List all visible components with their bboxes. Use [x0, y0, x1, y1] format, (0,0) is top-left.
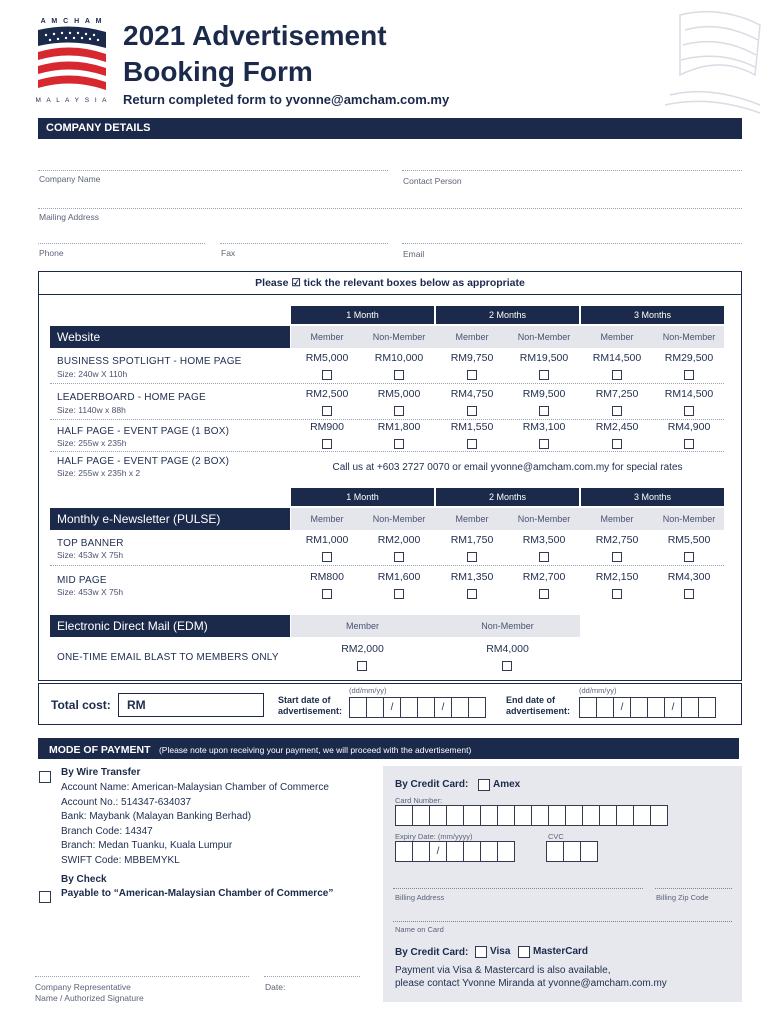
price-cell: RM4,750	[450, 388, 494, 400]
price-checkbox[interactable]	[467, 436, 477, 454]
price-cell: RM2,000	[377, 534, 421, 546]
price-cell: RM9,500	[522, 388, 566, 400]
price-cell: RM4,300	[667, 571, 711, 583]
price-cell: RM900	[310, 421, 344, 433]
edm-checkbox-nonmember[interactable]	[502, 658, 512, 676]
price-checkbox[interactable]	[467, 367, 477, 385]
row-size: Size: 240w X 110h	[57, 369, 128, 379]
company-name-label: Company Name	[39, 174, 101, 184]
card-digit-box[interactable]	[497, 805, 515, 826]
nl-member-col-2: Member	[455, 514, 489, 524]
price-cell: RM800	[310, 571, 344, 583]
signature-field[interactable]	[35, 976, 249, 977]
price-cell: RM7,250	[595, 388, 639, 400]
end-date-format: (dd/mm/yy)	[579, 686, 617, 695]
fax-field[interactable]	[220, 243, 388, 244]
price-cell: RM10,000	[374, 352, 424, 364]
start-date-line1: Start date of	[278, 695, 331, 705]
email-label: Email	[403, 249, 425, 259]
check-checkbox[interactable]	[39, 890, 51, 908]
wire-line: Branch Code: 14347	[61, 825, 153, 837]
price-checkbox[interactable]	[612, 403, 622, 421]
price-cell: RM2,150	[595, 571, 639, 583]
wire-details	[61, 781, 329, 868]
nonmember-col-1: Non-Member	[372, 332, 426, 342]
expiry-input[interactable]	[395, 841, 514, 862]
mailing-address-field[interactable]	[38, 208, 742, 209]
nl-period-header-1: 1 Month	[291, 488, 434, 506]
price-checkbox[interactable]	[684, 586, 694, 604]
amex-checkbox[interactable]	[478, 778, 490, 796]
nl-period-header-3: 3 Months	[581, 488, 724, 506]
nl-nonmember-col-1: Non-Member	[372, 514, 426, 524]
row-name: TOP BANNER	[57, 538, 124, 549]
card-digit-box[interactable]	[531, 805, 549, 826]
contact-person-field[interactable]	[402, 170, 742, 171]
nonmember-col-3: Non-Member	[662, 332, 716, 342]
website-title-text: Website	[57, 330, 101, 344]
name-on-card-field[interactable]	[393, 921, 732, 922]
total-cost-input[interactable]	[118, 693, 264, 717]
end-date-label	[506, 695, 570, 717]
row-name: HALF PAGE - EVENT PAGE (2 BOX)	[57, 456, 230, 467]
wire-line: Account No.: 514347-634037	[61, 796, 192, 808]
price-cell: RM14,500	[664, 388, 714, 400]
page-title-line2: Booking Form	[123, 56, 313, 87]
card-digit-box[interactable]	[633, 805, 651, 826]
billing-zip-field[interactable]	[655, 888, 732, 889]
card-digit-box[interactable]	[565, 805, 583, 826]
price-cell: RM5,000	[377, 388, 421, 400]
credit-card-title-2: By Credit Card:	[395, 947, 469, 958]
row-size: Size: 255w x 235h	[57, 438, 127, 448]
check-payable: Payable to “American-Malaysian Chamber of Commerce”	[61, 888, 334, 899]
check-title: By Check	[61, 874, 107, 885]
price-checkbox[interactable]	[467, 403, 477, 421]
start-slash-1: /	[383, 697, 401, 718]
price-checkbox[interactable]	[322, 436, 332, 454]
row-name: LEADERBOARD - HOME PAGE	[57, 392, 206, 403]
card-digit-box[interactable]	[548, 805, 566, 826]
card-digit-box[interactable]	[429, 805, 447, 826]
instruction-divider	[38, 294, 742, 295]
flag-icon	[34, 26, 110, 96]
price-checkbox[interactable]	[322, 586, 332, 604]
period-header-3: 3 Months	[581, 306, 724, 324]
nl-member-col-3: Member	[600, 514, 634, 524]
price-cell: RM29,500	[664, 352, 714, 364]
billing-address-label: Billing Address	[395, 893, 445, 902]
price-cell: RM19,500	[519, 352, 569, 364]
amex-label: Amex	[493, 779, 521, 790]
end-date-line2: advertisement:	[506, 706, 571, 716]
credit-card-title: By Credit Card:	[395, 779, 469, 790]
card-digit-box[interactable]	[480, 805, 498, 826]
cvc-label: CVC	[548, 832, 564, 841]
currency-prefix: RM	[127, 698, 146, 712]
phone-field[interactable]	[38, 243, 205, 244]
price-cell: RM1,350	[450, 571, 494, 583]
date-label: Date:	[265, 982, 286, 992]
special-rates-note: Call us at +603 2727 0070 or email yvonne@amcham.com.my for special rates	[332, 462, 683, 473]
wire-line: Account Name: American-Malaysian Chamber of Commerce	[61, 782, 329, 793]
price-cell: RM5,500	[667, 534, 711, 546]
start-slash-2: /	[434, 697, 452, 718]
edm-nonmember-col: Non-Member	[481, 621, 534, 631]
edm-price-member: RM2,000	[341, 643, 384, 655]
member-col-1: Member	[310, 332, 344, 342]
price-cell: RM14,500	[592, 352, 642, 364]
date-field[interactable]	[264, 976, 360, 977]
page-title-line1: 2021 Advertisement	[123, 20, 387, 51]
price-cell: RM1,600	[377, 571, 421, 583]
price-cell: RM9,750	[450, 352, 494, 364]
row-size: Size: 453w X 75h	[57, 550, 124, 560]
card-digit-box[interactable]	[650, 805, 668, 826]
price-checkbox[interactable]	[539, 367, 549, 385]
nl-nonmember-col-3: Non-Member	[662, 514, 716, 524]
page-subtitle: Return completed form to yvonne@amcham.com.my	[123, 92, 450, 107]
card-digit-box[interactable]	[616, 805, 634, 826]
company-details-bar	[38, 118, 742, 139]
member-col-3: Member	[600, 332, 634, 342]
amcham-logo	[33, 18, 111, 108]
period-header-2: 2 Months	[436, 306, 579, 324]
row-size: Size: 453w X 75h	[57, 587, 124, 597]
edm-checkbox-member[interactable]	[357, 658, 367, 676]
price-checkbox[interactable]	[612, 586, 622, 604]
website-section-title	[50, 326, 290, 348]
price-checkbox[interactable]	[394, 586, 404, 604]
price-checkbox[interactable]	[539, 403, 549, 421]
price-cell: RM1,750	[450, 534, 494, 546]
row-name: HALF PAGE - EVENT PAGE (1 BOX)	[57, 426, 230, 437]
card-digit-box[interactable]	[446, 805, 464, 826]
expiry-label: Expiry Date: (mm/yyyy)	[395, 832, 473, 841]
price-checkbox[interactable]	[539, 586, 549, 604]
phone-label: Phone	[39, 248, 64, 258]
card-digit-box[interactable]	[582, 805, 600, 826]
end-slash-1: /	[613, 697, 631, 718]
price-checkbox[interactable]	[322, 403, 332, 421]
start-date-line2: advertisement:	[278, 706, 343, 716]
price-cell: RM5,000	[305, 352, 349, 364]
cvc-input[interactable]	[546, 841, 597, 862]
nl-period-header-2: 2 Months	[436, 488, 579, 506]
nl-nonmember-col-2: Non-Member	[517, 514, 571, 524]
signature-label-line1: Company Representative	[35, 982, 131, 992]
logo-top-text: A M C H A M	[40, 18, 104, 25]
contact-person-label: Contact Person	[403, 176, 462, 186]
row-name: BUSINESS SPOTLIGHT - HOME PAGE	[57, 356, 242, 367]
email-field[interactable]	[402, 243, 742, 244]
payment-note: (Please note upon receiving your payment, we will proceed with the advertisement)	[158, 745, 472, 755]
price-cell: RM2,700	[522, 571, 566, 583]
card-digit-box[interactable]	[514, 805, 532, 826]
logo-bottom-text: M A L A Y S I A	[35, 97, 109, 104]
price-checkbox[interactable]	[394, 436, 404, 454]
mailing-address-label: Mailing Address	[39, 212, 100, 222]
wire-line: Branch: Medan Tuanku, Kuala Lumpur	[61, 840, 233, 851]
price-checkbox[interactable]	[612, 549, 622, 567]
billing-zip-label: Billing Zip Code	[656, 893, 709, 902]
price-cell: RM3,500	[522, 534, 566, 546]
wire-transfer-title: By Wire Transfer	[61, 767, 141, 778]
end-slash-2: /	[664, 697, 682, 718]
wire-line: SWIFT Code: MBBEMYKL	[61, 854, 180, 866]
start-date-format: (dd/mm/yy)	[349, 686, 387, 695]
price-checkbox[interactable]	[467, 586, 477, 604]
card-digit-box[interactable]	[395, 805, 413, 826]
nonmember-col-2: Non-Member	[517, 332, 571, 342]
price-checkbox[interactable]	[467, 549, 477, 567]
row-name: MID PAGE	[57, 575, 107, 586]
price-checkbox[interactable]	[684, 367, 694, 385]
row-size: Size: 255w x 235h x 2	[57, 468, 141, 478]
price-cell: RM1,800	[377, 421, 421, 433]
mastercard-checkbox[interactable]	[518, 945, 530, 963]
member-col-2: Member	[455, 332, 489, 342]
price-cell: RM3,100	[522, 421, 566, 433]
price-checkbox[interactable]	[394, 403, 404, 421]
card-note-line2: please contact Yvonne Miranda at yvonne@amcham.com.my	[395, 978, 667, 989]
name-on-card-label: Name on Card	[395, 925, 444, 934]
price-checkbox[interactable]	[612, 436, 622, 454]
watermark-flag-icon	[650, 5, 765, 115]
newsletter-section-title	[50, 508, 290, 530]
price-checkbox[interactable]	[684, 436, 694, 454]
card-digit-box[interactable]	[412, 805, 430, 826]
edm-row-name: ONE-TIME EMAIL BLAST TO MEMBERS ONLY	[57, 652, 279, 663]
card-digit-box[interactable]	[463, 805, 481, 826]
end-date-input[interactable]	[579, 697, 715, 718]
fax-label: Fax	[221, 248, 236, 258]
period-header-1: 1 Month	[291, 306, 434, 324]
price-checkbox[interactable]	[322, 367, 332, 385]
card-payment-note	[395, 964, 667, 990]
signature-label-line2: Name / Authorized Signature	[35, 993, 144, 1003]
website-row-special	[50, 452, 724, 486]
visa-checkbox[interactable]	[475, 945, 487, 963]
payment-bar	[38, 738, 739, 759]
price-cell: RM1,550	[450, 421, 494, 433]
company-name-field[interactable]	[38, 170, 388, 171]
newsletter-title-text: Monthly e-Newsletter (PULSE)	[57, 512, 221, 526]
company-details-title: COMPANY DETAILS	[46, 122, 151, 134]
expiry-slash: /	[429, 841, 447, 862]
price-checkbox[interactable]	[684, 403, 694, 421]
table-instruction: Please ☑ tick the relevant boxes below as appropriate	[255, 277, 525, 289]
card-number-input[interactable]	[395, 805, 667, 826]
card-digit-box[interactable]	[599, 805, 617, 826]
price-cell: RM2,500	[305, 388, 349, 400]
mastercard-label: MasterCard	[533, 946, 589, 957]
card-number-label: Card Number:	[395, 796, 443, 805]
edm-member-col: Member	[345, 621, 379, 631]
wire-transfer-checkbox[interactable]	[39, 770, 51, 788]
nl-member-col-1: Member	[310, 514, 344, 524]
price-checkbox[interactable]	[394, 549, 404, 567]
visa-label: Visa	[490, 946, 511, 957]
billing-address-field[interactable]	[393, 888, 643, 889]
card-note-line1: Payment via Visa & Mastercard is also available,	[395, 965, 611, 976]
start-date-input[interactable]	[349, 697, 485, 718]
price-checkbox[interactable]	[322, 549, 332, 567]
total-cost-label: Total cost:	[51, 698, 111, 712]
edm-price-nonmember: RM4,000	[486, 643, 529, 655]
edm-section-title	[50, 615, 290, 637]
price-checkbox[interactable]	[539, 549, 549, 567]
row-size: Size: 1140w x 88h	[57, 405, 126, 415]
price-checkbox[interactable]	[539, 436, 549, 454]
payment-title: MODE OF PAYMENT	[49, 744, 151, 756]
price-checkbox[interactable]	[684, 549, 694, 567]
wire-line: Bank: Maybank (Malayan Banking Berhad)	[61, 811, 252, 822]
signature-label	[35, 982, 144, 1004]
price-checkbox[interactable]	[394, 367, 404, 385]
price-cell: RM4,900	[667, 421, 711, 433]
price-cell: RM1,000	[305, 534, 349, 546]
price-cell: RM2,450	[595, 421, 639, 433]
edm-title-text: Electronic Direct Mail (EDM)	[57, 619, 208, 633]
price-checkbox[interactable]	[612, 367, 622, 385]
price-cell: RM2,750	[595, 534, 639, 546]
end-date-line1: End date of	[506, 695, 555, 705]
start-date-label	[278, 695, 342, 717]
